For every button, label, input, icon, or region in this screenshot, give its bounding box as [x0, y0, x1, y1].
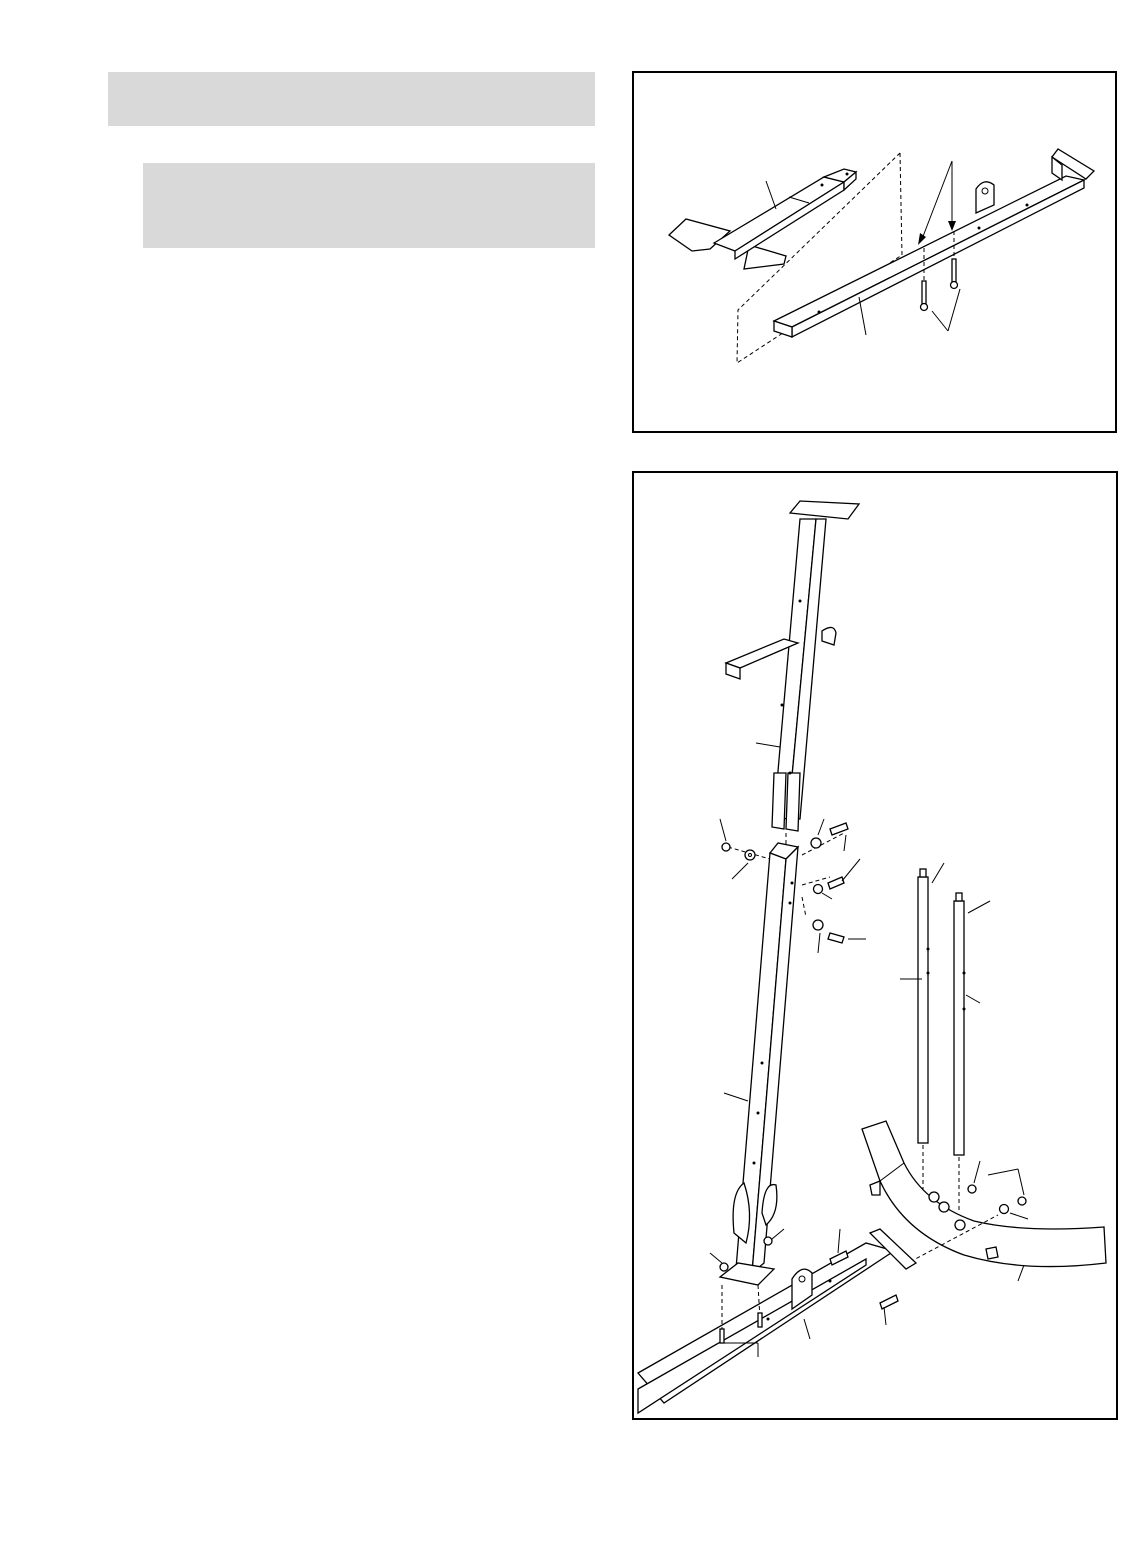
step-note-box	[143, 163, 595, 248]
assembly-figure-2	[632, 471, 1118, 1420]
front-stabilizer-part	[669, 169, 856, 269]
figure-2-drawing	[634, 473, 1116, 1418]
upright-upper-part	[726, 501, 859, 831]
assembly-figure-1	[632, 71, 1117, 433]
step-header-box	[108, 72, 595, 126]
upright-lower-part	[710, 843, 798, 1285]
base-frame-part	[774, 149, 1094, 337]
guide-rods-part	[900, 863, 990, 1211]
figure-1-drawing	[634, 73, 1115, 431]
base-frame-lower-part	[638, 1229, 916, 1413]
callout-arrows	[918, 161, 956, 245]
